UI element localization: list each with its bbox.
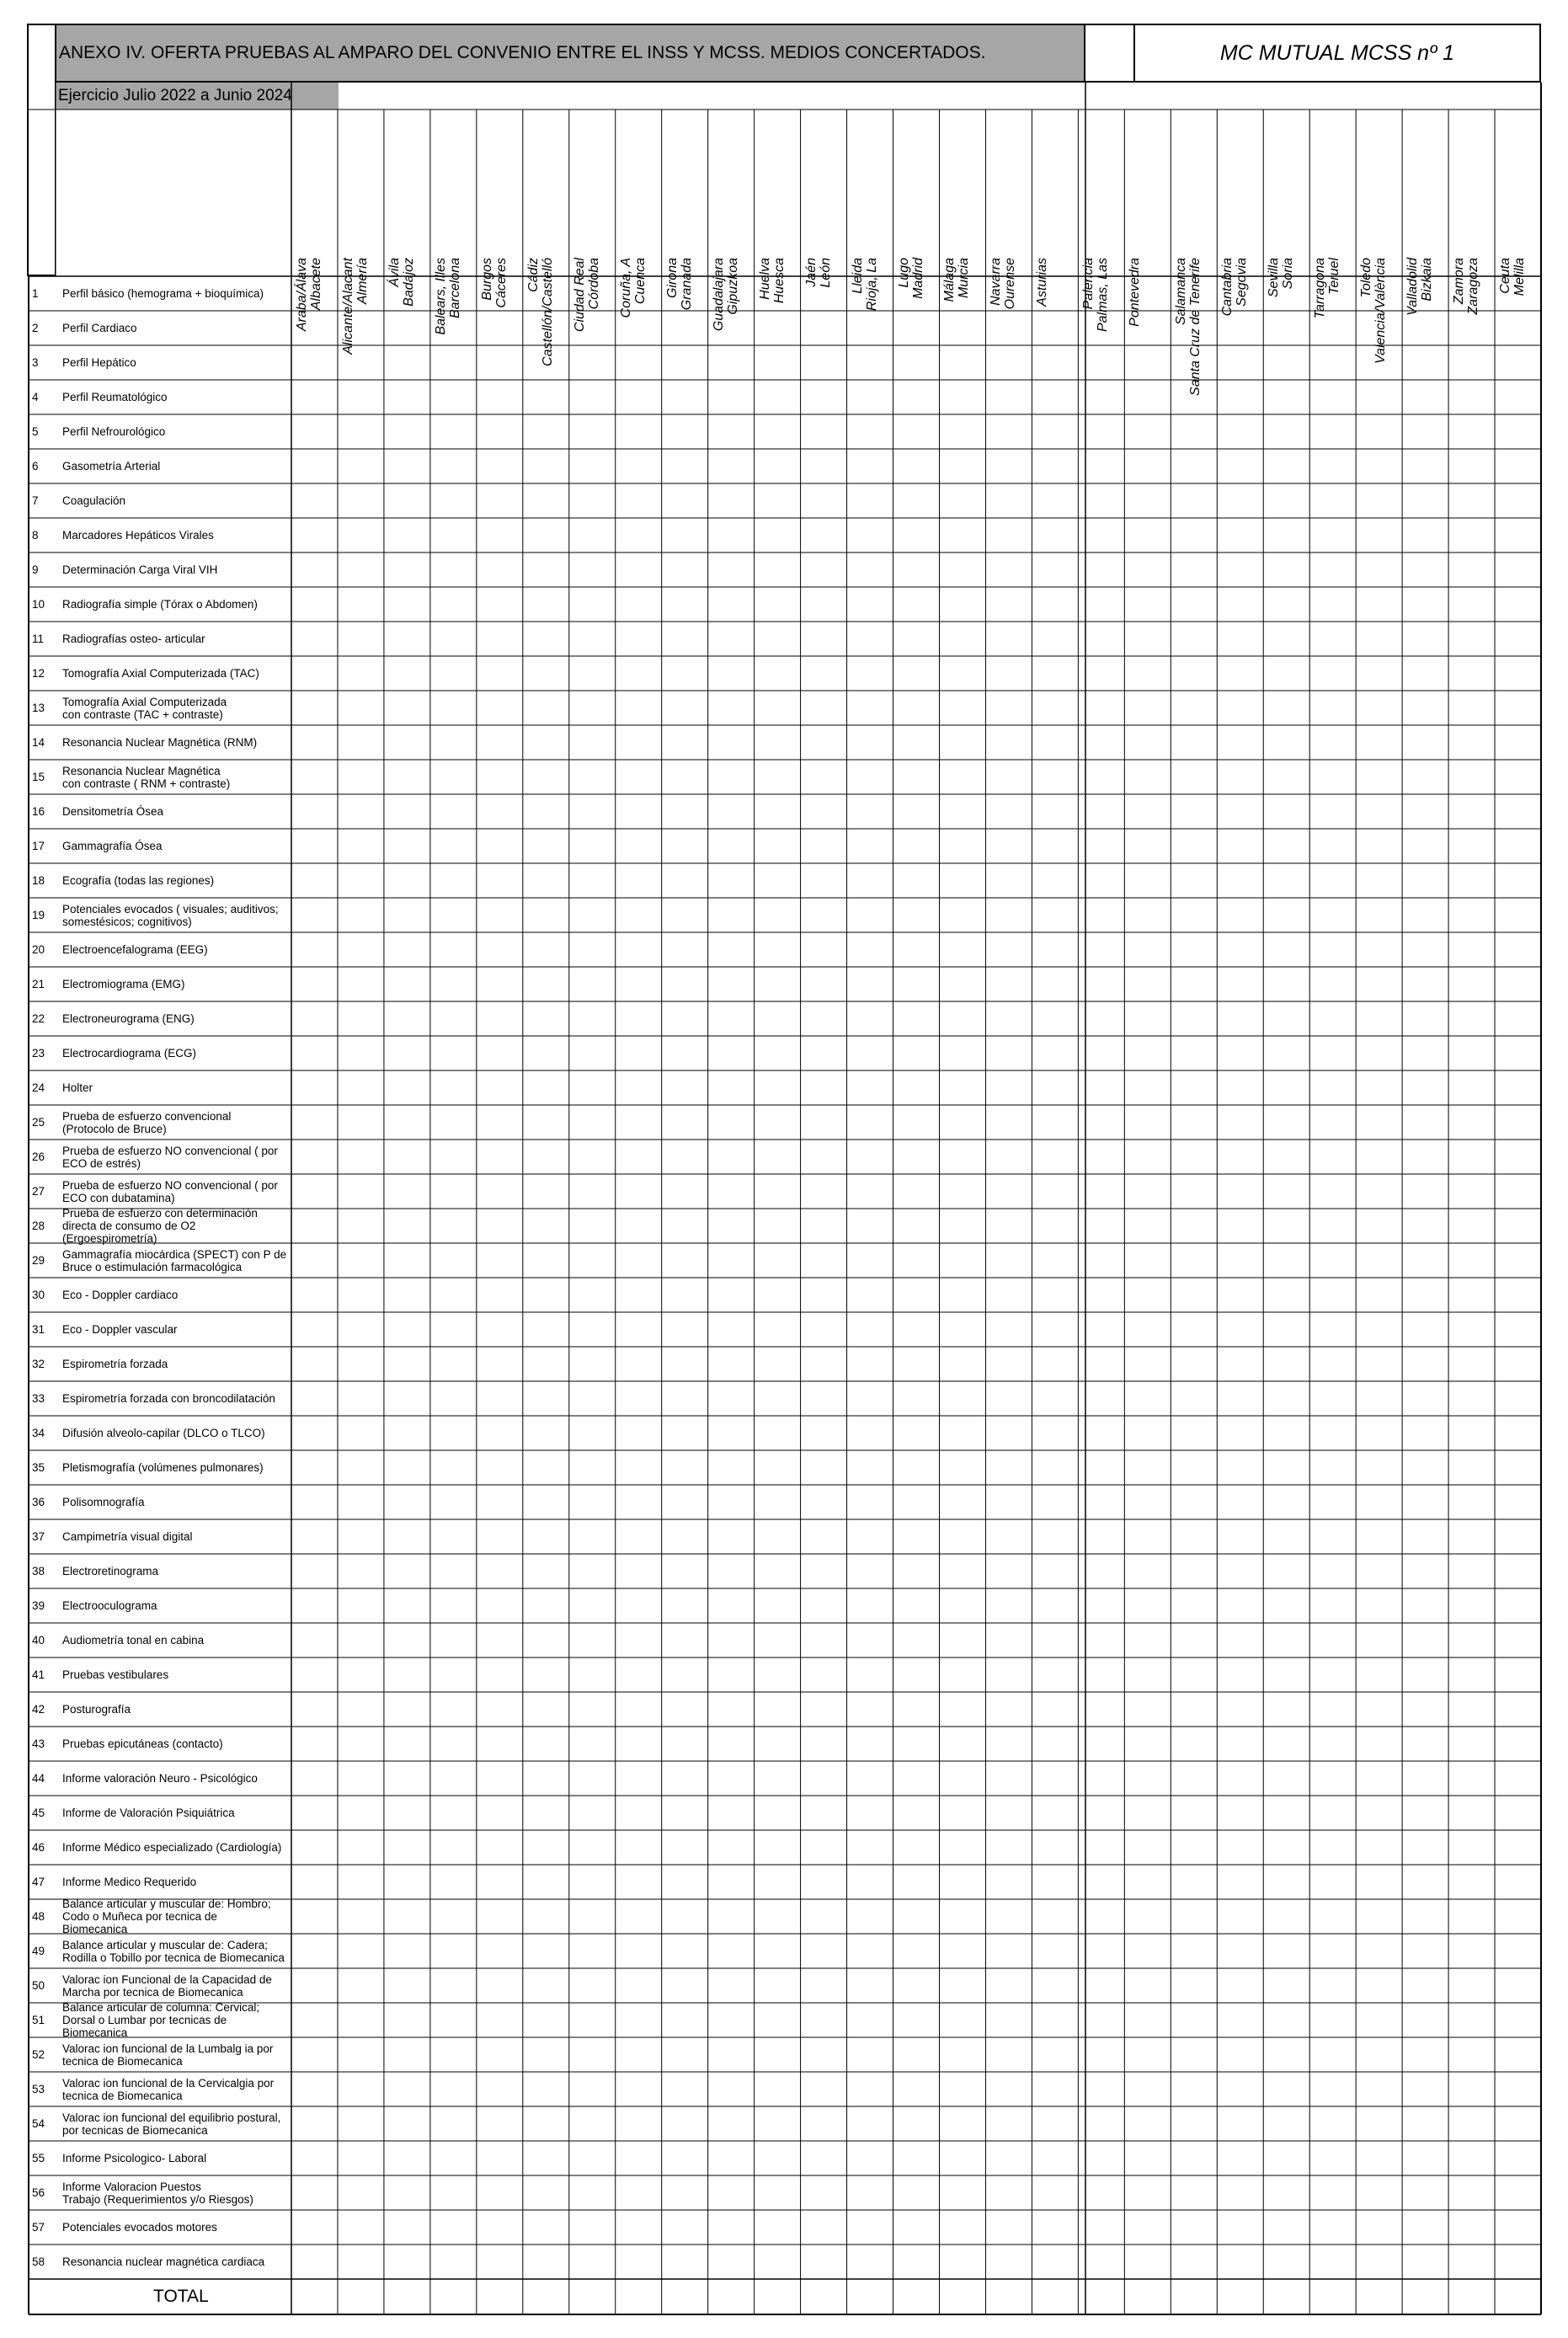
province-name: Sevilla <box>1267 258 1282 298</box>
row-label: Radiografías osteo- articular <box>62 633 205 645</box>
province-name: Palmas, Las <box>1096 258 1111 333</box>
row-label: Ecografía (todas las regiones) <box>62 874 215 887</box>
province-name: Albacete <box>309 258 323 311</box>
province-name: Segovia <box>1235 258 1250 307</box>
row-label: Balance articular y muscular de: Cadera; Rodilla o Tobillo por tecnica de Biomecanica <box>62 1938 285 1964</box>
row-label: Informe Medico Requerido <box>62 1876 197 1888</box>
province-header <box>864 130 880 312</box>
province-header <box>479 130 495 301</box>
province-header <box>1267 130 1282 298</box>
province-header <box>586 130 602 310</box>
row-label: Espirometría forzada con broncodilatación <box>62 1392 275 1405</box>
row-number: 31 <box>32 1322 45 1336</box>
total-row-label: TOTAL <box>153 2287 209 2306</box>
row-number: 42 <box>32 1702 45 1716</box>
row-label: Valorac ion funcional de la Lumbalg ia por tecnica de Biomecanica <box>62 2042 274 2068</box>
province-header <box>309 130 324 311</box>
row-label: Eco - Doppler cardiaco <box>62 1289 179 1301</box>
row-number: 22 <box>32 1012 45 1025</box>
row-label: Electroretinograma <box>62 1565 159 1577</box>
row-number: 56 <box>32 2186 45 2199</box>
province-name: Pontevedra <box>1128 258 1143 327</box>
province-header <box>725 130 741 315</box>
row-number: 10 <box>32 597 45 611</box>
row-number: 48 <box>32 1909 45 1923</box>
province-header <box>757 130 773 300</box>
province-header <box>1405 130 1421 316</box>
province-name: Almería <box>355 258 370 305</box>
province-header <box>1313 130 1328 319</box>
province-name: Cuenca <box>632 258 648 305</box>
province-name: Coruña, A <box>618 258 633 318</box>
row-label: Electromiograma (EMG) <box>62 978 185 990</box>
row-label: Prueba de esfuerzo convencional (Protocolo de Bruce) <box>62 1109 232 1135</box>
province-header <box>618 130 634 318</box>
row-number: 52 <box>32 2047 45 2061</box>
province-header <box>1081 130 1096 310</box>
row-label: Prueba de esfuerzo con determinación directa de consumo de O2 (Ergoespirometría) <box>62 1207 258 1245</box>
row-number: 16 <box>32 804 45 818</box>
province-name: Melilla <box>1512 258 1528 296</box>
province-name: Madrid <box>910 258 925 299</box>
row-number: 28 <box>32 1219 45 1232</box>
row-number: 15 <box>32 770 45 783</box>
province-header <box>771 130 787 304</box>
row-number: 32 <box>32 1357 45 1370</box>
row-label: Polisomnografía <box>62 1496 145 1508</box>
row-number: 30 <box>32 1288 45 1301</box>
row-number: 6 <box>32 459 39 472</box>
row-number: 19 <box>32 908 45 921</box>
province-header <box>433 130 449 335</box>
row-label: Radiografía simple (Tórax o Abdomen) <box>62 598 258 611</box>
province-header <box>1452 130 1467 305</box>
row-number: 2 <box>32 321 39 334</box>
province-name: Badajoz <box>401 258 416 307</box>
row-label: Informe de Valoración Psiquiátrica <box>62 1807 235 1819</box>
row-number: 47 <box>32 1875 45 1888</box>
province-name: Santa Cruz de Tenerife <box>1188 258 1203 396</box>
row-label: Potenciales evocados ( visuales; auditivos; somestésicos; cognitivos) <box>62 902 279 928</box>
province-name: Jaén <box>803 258 819 287</box>
row-label: Valorac ion funcional de la Cervicalgia por tecnica de Biomecanica <box>62 2076 275 2102</box>
row-number: 23 <box>32 1046 45 1060</box>
row-label: Marcadores Hepáticos Virales <box>62 529 214 542</box>
row-label: Electroneurograma (ENG) <box>62 1012 195 1025</box>
row-number: 17 <box>32 839 45 852</box>
province-header <box>572 130 588 333</box>
province-header <box>1235 130 1250 307</box>
row-number: 38 <box>32 1564 45 1577</box>
row-label: Informe Médico especializado (Cardiología) <box>62 1841 282 1854</box>
province-header <box>340 130 356 355</box>
row-number: 54 <box>32 2116 45 2130</box>
row-label: Campimetría visual digital <box>62 1530 193 1543</box>
row-label: Gasometría Arterial <box>62 460 161 472</box>
province-name: Ceuta <box>1498 258 1513 294</box>
province-name: Granada <box>679 258 694 311</box>
province-header <box>1220 130 1235 317</box>
province-header <box>387 130 403 287</box>
row-label: Pletismografía (volúmenes pulmonares) <box>62 1461 264 1474</box>
row-number: 34 <box>32 1426 45 1439</box>
province-name: Palencia <box>1081 258 1096 310</box>
province-name: Girona <box>664 258 680 299</box>
row-label: Electrooculograma <box>62 1599 157 1612</box>
row-label: Valorac ion Funcional de la Capacidad de Marcha por tecnica de Biomecanica <box>62 1972 272 1999</box>
province-name: Guadalajara <box>711 258 726 332</box>
province-name: Ciudad Real <box>572 258 587 333</box>
row-label: Densitometría Ósea <box>62 805 164 818</box>
mutual-name: MC MUTUAL MCSS nº 1 <box>1133 24 1541 83</box>
province-name: Lugo <box>896 258 911 288</box>
row-number: 57 <box>32 2220 45 2234</box>
province-header <box>1281 130 1296 290</box>
province-header <box>910 130 926 299</box>
row-label: Coagulación <box>62 494 126 507</box>
row-number: 46 <box>32 1840 45 1854</box>
row-number: 21 <box>32 977 45 990</box>
province-header <box>957 130 972 299</box>
province-header <box>632 130 648 305</box>
row-number: 55 <box>32 2151 45 2165</box>
row-label: Difusión alveolo-capilar (DLCO o TLCO) <box>62 1427 265 1439</box>
row-number: 40 <box>32 1633 45 1647</box>
province-header <box>1373 130 1389 365</box>
row-number: 5 <box>32 424 39 438</box>
row-label: Resonancia nuclear magnética cardiaca <box>62 2255 265 2268</box>
row-number: 41 <box>32 1668 45 1681</box>
province-name: Barcelona <box>447 258 462 319</box>
province-name: Cáceres <box>493 258 509 308</box>
province-name: Burgos <box>479 258 494 301</box>
row-number: 8 <box>32 528 39 542</box>
row-label: Gammagrafía miocárdica (SPECT) con P de Bruce o estimulación farmacológica <box>62 1247 287 1273</box>
province-header <box>401 130 417 307</box>
period-label: Ejercicio Julio 2022 a Junio 2024 <box>56 83 339 109</box>
province-header <box>295 130 310 332</box>
province-name: Castellón/Castelló <box>540 258 555 366</box>
province-name: Tarragona <box>1313 258 1328 319</box>
province-name: Balears, Illes <box>433 258 448 335</box>
row-number: 37 <box>32 1529 45 1543</box>
province-name: Soria <box>1281 258 1296 290</box>
province-header <box>525 130 541 292</box>
province-header <box>711 130 727 332</box>
province-header <box>1466 130 1481 315</box>
province-name: Toledo <box>1359 258 1374 298</box>
province-name: Asturias <box>1035 258 1050 307</box>
row-label: Perfil Cardiaco <box>62 322 137 334</box>
row-number: 20 <box>32 942 45 956</box>
province-header <box>1128 130 1143 327</box>
province-name: Valladolid <box>1405 258 1421 316</box>
province-name: Teruel <box>1327 258 1342 295</box>
province-header <box>679 130 695 311</box>
row-number: 9 <box>32 563 39 576</box>
row-number: 36 <box>32 1495 45 1508</box>
province-name: Alicante/Alacant <box>340 258 355 355</box>
row-label: Gammagrafía Ósea <box>62 840 163 852</box>
row-number: 12 <box>32 666 45 680</box>
province-header <box>850 130 866 294</box>
row-label: Perfil básico (hemograma + bioquímica) <box>62 287 264 300</box>
province-header <box>896 130 912 288</box>
row-label: Eco - Doppler vascular <box>62 1323 178 1336</box>
row-number: 18 <box>32 873 45 887</box>
province-name: Zamora <box>1452 258 1467 305</box>
province-name: Zaragoza <box>1466 258 1481 315</box>
province-name: Salamanca <box>1174 258 1189 326</box>
row-number: 49 <box>32 1944 45 1957</box>
row-label: Pruebas epicutáneas (contacto) <box>62 1737 223 1750</box>
province-name: Huelva <box>757 258 772 300</box>
row-label: Posturografía <box>62 1703 131 1716</box>
province-header <box>1035 130 1050 307</box>
province-name: Lleida <box>850 258 865 294</box>
province-name: Gipuzkoa <box>725 258 740 315</box>
province-header <box>989 130 1004 306</box>
row-number: 45 <box>32 1806 45 1819</box>
province-header <box>1327 130 1342 295</box>
province-header <box>1512 130 1528 296</box>
province-header <box>1498 130 1513 294</box>
row-number: 33 <box>32 1391 45 1405</box>
row-label: Balance articular de columna: Cervical; Dorsal o Lumbar por tecnicas de Biomecanica <box>62 2001 260 2039</box>
province-header <box>1420 130 1435 302</box>
province-header <box>1359 130 1374 298</box>
row-number: 25 <box>32 1115 45 1129</box>
row-label: Potenciales evocados motores <box>62 2221 217 2234</box>
province-name: Cádiz <box>525 258 541 292</box>
province-header <box>1188 130 1203 396</box>
row-label: Pruebas vestibulares <box>62 1668 169 1681</box>
province-header <box>355 130 371 305</box>
province-header <box>447 130 463 319</box>
row-label: Tomografía Axial Computerizada con contraste (TAC + contraste) <box>62 695 227 721</box>
row-number: 50 <box>32 1978 45 1992</box>
row-label: Informe Psicologico- Laboral <box>62 2152 207 2165</box>
row-label: Informe valoración Neuro - Psicológico <box>62 1772 258 1785</box>
province-header <box>818 130 834 288</box>
row-label: Prueba de esfuerzo NO convencional ( por ECO con dubatamina) <box>62 1178 278 1204</box>
row-label: Valorac ion funcional del equilibrio postural, por tecnicas de Biomecanica <box>62 2111 281 2137</box>
row-number: 1 <box>32 286 39 300</box>
row-number: 4 <box>32 390 39 403</box>
province-header <box>1003 130 1018 310</box>
province-name: Valencia/València <box>1373 258 1389 365</box>
row-label: Balance articular y muscular de: Hombro; Codo o Muñeca por tecnica de Biomecanica <box>62 1898 271 1935</box>
province-header <box>942 130 957 302</box>
row-number: 29 <box>32 1253 45 1267</box>
row-number: 51 <box>32 2013 45 2026</box>
province-name: Málaga <box>942 258 957 302</box>
row-label: Perfil Nefrourológico <box>62 425 166 438</box>
province-name: Bizkaia <box>1420 258 1435 302</box>
row-label: Determinación Carga Viral VIH <box>62 563 218 576</box>
province-name: Ávila <box>387 258 402 287</box>
row-number: 14 <box>32 735 45 749</box>
row-label: Audiometría tonal en cabina <box>62 1634 205 1647</box>
row-number: 44 <box>32 1771 45 1785</box>
province-header <box>1096 130 1111 333</box>
province-name: Murcia <box>957 258 972 299</box>
row-label: Electrocardiograma (ECG) <box>62 1047 197 1060</box>
province-name: León <box>818 258 833 288</box>
province-name: Ourense <box>1003 258 1018 310</box>
row-label: Espirometría forzada <box>62 1358 168 1370</box>
row-number: 3 <box>32 355 39 369</box>
province-header <box>493 130 509 308</box>
row-number: 24 <box>32 1081 45 1094</box>
annex-title: ANEXO IV. OFERTA PRUEBAS AL AMPARO DEL CONVENIO ENTRE EL INSS Y MCSS. MEDIOS CONCERTADOS. <box>56 24 1085 83</box>
province-header <box>540 130 556 366</box>
province-header <box>664 130 680 299</box>
row-number: 13 <box>32 701 45 714</box>
province-name: Córdoba <box>586 258 601 310</box>
row-number: 35 <box>32 1460 45 1474</box>
row-label: Perfil Hepático <box>62 356 136 369</box>
row-number: 53 <box>32 2082 45 2095</box>
row-number: 58 <box>32 2255 45 2268</box>
province-header <box>1174 130 1189 326</box>
province-name: Huesca <box>771 258 787 304</box>
row-number: 39 <box>32 1599 45 1612</box>
province-name: Cantabria <box>1220 258 1235 317</box>
row-label: Tomografía Axial Computerizada (TAC) <box>62 667 259 680</box>
row-label: Holter <box>62 1081 93 1094</box>
province-header <box>803 130 819 287</box>
row-number: 26 <box>32 1150 45 1163</box>
row-label: Prueba de esfuerzo NO convencional ( por ECO de estrés) <box>62 1144 278 1170</box>
row-number: 27 <box>32 1184 45 1198</box>
row-label: Perfil Reumatológico <box>62 391 168 403</box>
province-name: Rioja, La <box>864 258 879 312</box>
row-label: Informe Valoracion Puestos Trabajo (Requerimientos y/o Riesgos) <box>62 2180 253 2206</box>
row-number: 11 <box>32 632 45 645</box>
row-label: Resonancia Nuclear Magnética con contraste ( RNM + contraste) <box>62 764 231 790</box>
row-label: Resonancia Nuclear Magnética (RNM) <box>62 736 258 749</box>
province-name: Navarra <box>989 258 1004 306</box>
province-name: Araba/Álava <box>295 258 309 332</box>
row-number: 43 <box>32 1737 45 1750</box>
row-label: Electroencefalograma (EEG) <box>62 943 208 956</box>
row-number: 7 <box>32 494 39 507</box>
